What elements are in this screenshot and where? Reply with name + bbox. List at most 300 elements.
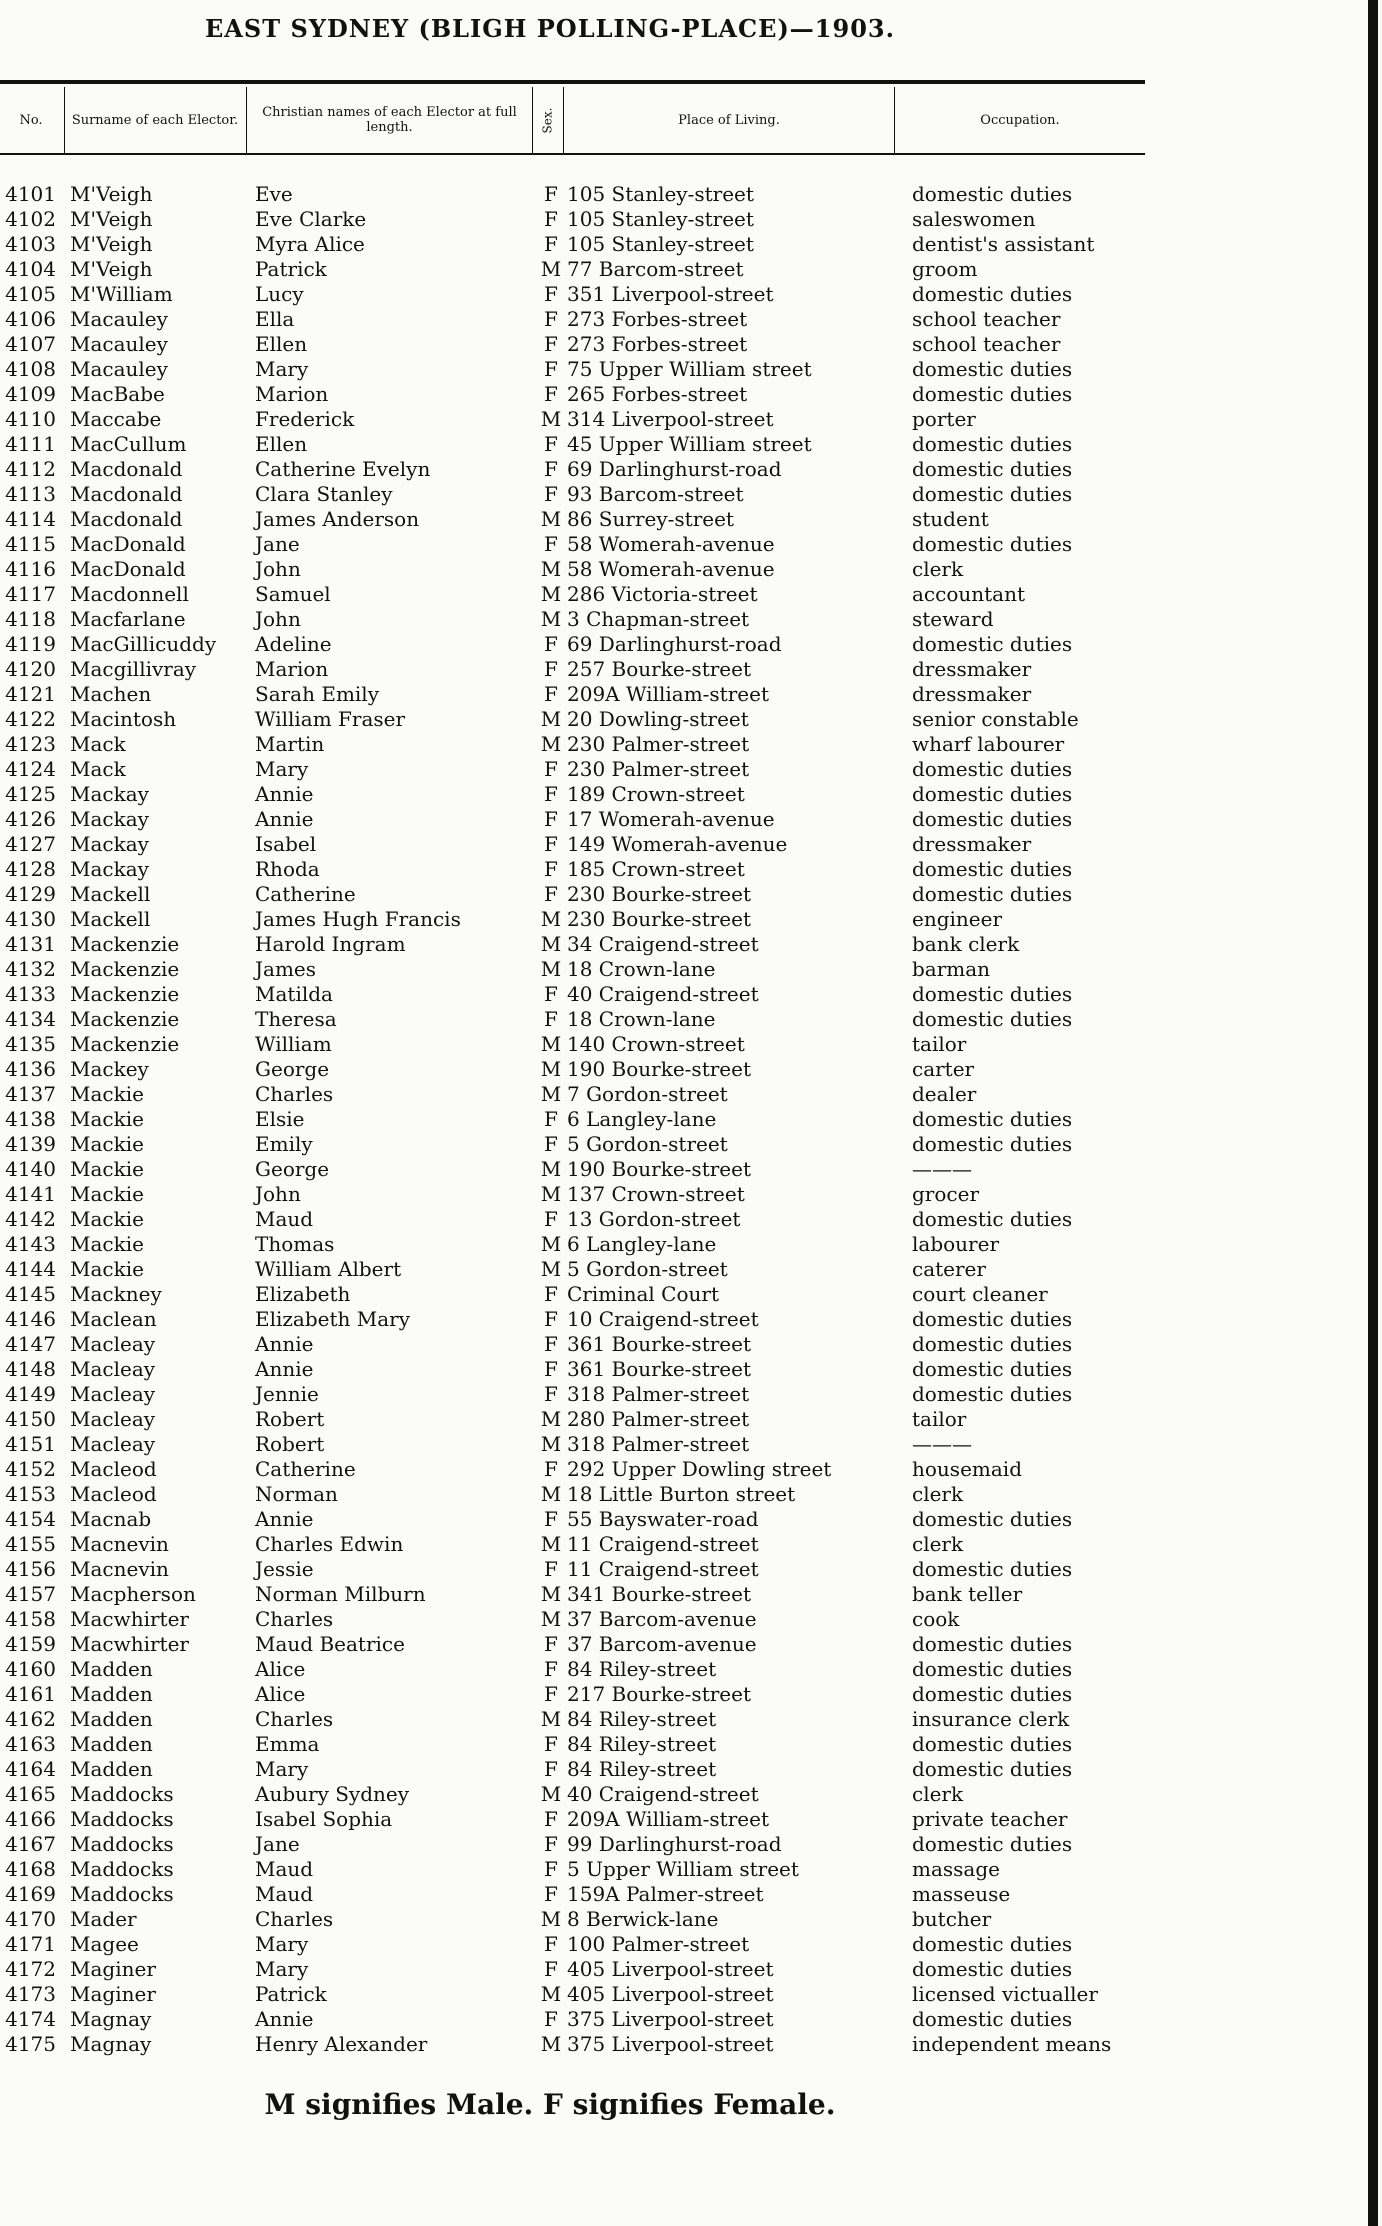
place-of-living: 86 Surrey-street — [567, 507, 734, 531]
place-of-living: 375 Liverpool-street — [567, 2032, 774, 2056]
place-of-living: 361 Bourke-street — [567, 1332, 751, 1356]
surname: Mackenzie — [70, 957, 180, 981]
place-of-living: 273 Forbes-street — [567, 332, 748, 356]
place-of-living: 140 Crown-street — [567, 1032, 745, 1056]
place-of-living: 84 Riley-street — [567, 1757, 717, 1781]
christian-names: Robert — [255, 1407, 325, 1431]
place-of-living: 286 Victoria-street — [567, 582, 758, 606]
surname: Mackenzie — [70, 982, 180, 1006]
christian-names: Sarah Emily — [255, 682, 380, 706]
elector-number: 4168 — [5, 1857, 56, 1881]
table-row — [0, 382, 1160, 407]
table-row — [0, 632, 1160, 657]
surname: Macauley — [70, 357, 168, 381]
surname: Macleod — [70, 1482, 157, 1506]
place-of-living: 11 Craigend-street — [567, 1532, 759, 1556]
christian-names: Jessie — [255, 1557, 314, 1581]
table-row — [0, 1682, 1160, 1707]
table-row — [0, 807, 1160, 832]
occupation: caterer — [912, 1257, 986, 1281]
christian-names: Ellen — [255, 432, 308, 456]
occupation: cook — [912, 1607, 960, 1631]
table-row — [0, 2007, 1160, 2032]
header-sex-label: Sex. — [540, 107, 555, 133]
sex: M — [540, 1182, 562, 1206]
occupation: saleswomen — [912, 207, 1036, 231]
christian-names: Emma — [255, 1732, 320, 1756]
place-of-living: 100 Palmer-street — [567, 1932, 750, 1956]
occupation: senior constable — [912, 707, 1079, 731]
sex: M — [540, 957, 562, 981]
sex: M — [540, 1582, 562, 1606]
elector-number: 4158 — [5, 1607, 56, 1631]
table-row — [0, 407, 1160, 432]
table-row — [0, 1707, 1160, 1732]
christian-names: Charles — [255, 1907, 334, 1931]
occupation: domestic duties — [912, 1132, 1073, 1156]
occupation: licensed victualler — [912, 1982, 1098, 2006]
elector-number: 4146 — [5, 1307, 56, 1331]
table-row — [0, 557, 1160, 582]
place-of-living: 137 Crown-street — [567, 1182, 745, 1206]
christian-names: Theresa — [255, 1007, 337, 1031]
christian-names: Charles — [255, 1082, 334, 1106]
christian-names: Norman Milburn — [255, 1582, 426, 1606]
sex: F — [544, 1957, 558, 1981]
occupation: domestic duties — [912, 1307, 1073, 1331]
occupation: massage — [912, 1857, 1000, 1881]
place-of-living: 75 Upper William street — [567, 357, 812, 381]
elector-number: 4129 — [5, 882, 56, 906]
elector-number: 4174 — [5, 2007, 56, 2031]
occupation: domestic duties — [912, 782, 1073, 806]
surname: Mackell — [70, 882, 151, 906]
christian-names: Martin — [255, 732, 325, 756]
occupation: bank teller — [912, 1582, 1023, 1606]
occupation: domestic duties — [912, 1557, 1073, 1581]
occupation: clerk — [912, 557, 964, 581]
sex: M — [540, 582, 562, 606]
place-of-living: 292 Upper Dowling street — [567, 1457, 832, 1481]
elector-number: 4124 — [5, 757, 56, 781]
sex: F — [544, 1807, 558, 1831]
place-of-living: 405 Liverpool-street — [567, 1957, 774, 1981]
elector-number: 4104 — [5, 257, 56, 281]
occupation: domestic duties — [912, 1957, 1073, 1981]
surname: M'Veigh — [70, 232, 153, 256]
elector-number: 4144 — [5, 1257, 56, 1281]
place-of-living: Criminal Court — [567, 1282, 720, 1306]
surname: Mackenzie — [70, 932, 180, 956]
elector-number: 4167 — [5, 1832, 56, 1856]
christian-names: Norman — [255, 1482, 338, 1506]
elector-number: 4169 — [5, 1882, 56, 1906]
sex: F — [544, 1557, 558, 1581]
sex: F — [544, 857, 558, 881]
elector-number: 4151 — [5, 1432, 56, 1456]
surname: Mackenzie — [70, 1032, 180, 1056]
christian-names: Jane — [255, 1832, 300, 1856]
elector-number: 4105 — [5, 282, 56, 306]
surname: Macauley — [70, 307, 168, 331]
elector-number: 4117 — [5, 582, 56, 606]
christian-names: Alice — [255, 1682, 306, 1706]
sex: F — [544, 1632, 558, 1656]
surname: Magee — [70, 1932, 139, 1956]
sex: F — [544, 1357, 558, 1381]
place-of-living: 18 Crown-lane — [567, 957, 716, 981]
occupation: domestic duties — [912, 1382, 1073, 1406]
christian-names: Maud Beatrice — [255, 1632, 405, 1656]
surname: Magnay — [70, 2007, 152, 2031]
christian-names: Maud — [255, 1857, 314, 1881]
surname: Mackie — [70, 1107, 144, 1131]
christian-names: Annie — [255, 807, 314, 831]
occupation: student — [912, 507, 989, 531]
christian-names: Elizabeth — [255, 1282, 351, 1306]
table-row — [0, 1057, 1160, 1082]
occupation: dressmaker — [912, 832, 1032, 856]
sex: M — [540, 1157, 562, 1181]
table-row — [0, 1007, 1160, 1032]
sex: F — [544, 682, 558, 706]
sex: M — [540, 1707, 562, 1731]
place-of-living: 265 Forbes-street — [567, 382, 748, 406]
surname: Mackie — [70, 1157, 144, 1181]
table-row — [0, 1257, 1160, 1282]
place-of-living: 105 Stanley-street — [567, 182, 754, 206]
occupation: domestic duties — [912, 182, 1073, 206]
surname: Macleay — [70, 1357, 156, 1381]
elector-number: 4119 — [5, 632, 56, 656]
occupation: domestic duties — [912, 457, 1073, 481]
christian-names: Alice — [255, 1657, 306, 1681]
elector-number: 4118 — [5, 607, 56, 631]
occupation: domestic duties — [912, 1357, 1073, 1381]
surname: Maginer — [70, 1982, 156, 2006]
table-row — [0, 732, 1160, 757]
surname: Magnay — [70, 2032, 152, 2056]
sex: F — [544, 532, 558, 556]
sex: M — [540, 1532, 562, 1556]
christian-names: Elsie — [255, 1107, 305, 1131]
surname: Mack — [70, 757, 126, 781]
christian-names: Marion — [255, 657, 329, 681]
surname: Maginer — [70, 1957, 156, 1981]
surname: Macnevin — [70, 1557, 169, 1581]
place-of-living: 190 Bourke-street — [567, 1057, 751, 1081]
surname: M'Veigh — [70, 207, 153, 231]
sex: F — [544, 1107, 558, 1131]
place-of-living: 209A William-street — [567, 1807, 769, 1831]
elector-number: 4102 — [5, 207, 56, 231]
sex: F — [544, 1657, 558, 1681]
elector-number: 4145 — [5, 1282, 56, 1306]
table-row — [0, 332, 1160, 357]
place-of-living: 17 Womerah-avenue — [567, 807, 775, 831]
occupation: domestic duties — [912, 1657, 1073, 1681]
elector-number: 4103 — [5, 232, 56, 256]
table-row — [0, 1082, 1160, 1107]
elector-number: 4150 — [5, 1407, 56, 1431]
table-row — [0, 207, 1160, 232]
elector-number: 4130 — [5, 907, 56, 931]
elector-number: 4107 — [5, 332, 56, 356]
place-of-living: 230 Palmer-street — [567, 757, 750, 781]
sex: M — [540, 1607, 562, 1631]
elector-number: 4143 — [5, 1232, 56, 1256]
elector-list — [0, 182, 1160, 2057]
occupation: steward — [912, 607, 994, 631]
occupation: dentist's assistant — [912, 232, 1095, 256]
surname: Macleay — [70, 1332, 156, 1356]
place-of-living: 45 Upper William street — [567, 432, 812, 456]
christian-names: Isabel Sophia — [255, 1807, 393, 1831]
surname: Maddocks — [70, 1782, 174, 1806]
surname: Mackay — [70, 857, 149, 881]
sex: F — [544, 432, 558, 456]
place-of-living: 13 Gordon-street — [567, 1207, 741, 1231]
surname: Maddocks — [70, 1832, 174, 1856]
christian-names: Frederick — [255, 407, 355, 431]
sex: M — [540, 1232, 562, 1256]
sex: M — [540, 1432, 562, 1456]
occupation: school teacher — [912, 307, 1061, 331]
surname: Madden — [70, 1682, 153, 1706]
occupation: domestic duties — [912, 982, 1073, 1006]
table-row — [0, 1307, 1160, 1332]
elector-number: 4122 — [5, 707, 56, 731]
occupation: clerk — [912, 1782, 964, 1806]
occupation: labourer — [912, 1232, 1000, 1256]
christian-names: Maud — [255, 1207, 314, 1231]
surname: Maddocks — [70, 1882, 174, 1906]
surname: Mackie — [70, 1207, 144, 1231]
table-row — [0, 282, 1160, 307]
occupation: domestic duties — [912, 1207, 1073, 1231]
christian-names: George — [255, 1157, 330, 1181]
surname: Maddocks — [70, 1857, 174, 1881]
table-row — [0, 1807, 1160, 1832]
surname: Macleay — [70, 1382, 156, 1406]
place-of-living: 37 Barcom-avenue — [567, 1632, 757, 1656]
elector-number: 4171 — [5, 1932, 56, 1956]
surname: M'Veigh — [70, 182, 153, 206]
elector-number: 4162 — [5, 1707, 56, 1731]
elector-number: 4137 — [5, 1082, 56, 1106]
christian-names: Isabel — [255, 832, 317, 856]
sex: F — [544, 1282, 558, 1306]
table-row — [0, 357, 1160, 382]
surname: MacGillicuddy — [70, 632, 217, 656]
surname: Machen — [70, 682, 152, 706]
surname: Macdonald — [70, 507, 183, 531]
sex: F — [544, 882, 558, 906]
christian-names: Ella — [255, 307, 295, 331]
christian-names: Annie — [255, 1332, 314, 1356]
sex: F — [544, 757, 558, 781]
sex: F — [544, 307, 558, 331]
surname: Macwhirter — [70, 1632, 189, 1656]
christian-names: Marion — [255, 382, 329, 406]
occupation: domestic duties — [912, 1932, 1073, 1956]
occupation: barman — [912, 957, 991, 981]
table-row — [0, 1957, 1160, 1982]
place-of-living: 189 Crown-street — [567, 782, 745, 806]
sex: F — [544, 1832, 558, 1856]
occupation: masseuse — [912, 1882, 1011, 1906]
elector-number: 4165 — [5, 1782, 56, 1806]
christian-names: Charles — [255, 1707, 334, 1731]
table-row — [0, 1532, 1160, 1557]
table-row — [0, 582, 1160, 607]
christian-names: Annie — [255, 782, 314, 806]
place-of-living: 217 Bourke-street — [567, 1682, 751, 1706]
occupation: wharf labourer — [912, 732, 1065, 756]
place-of-living: 273 Forbes-street — [567, 307, 748, 331]
occupation: porter — [912, 407, 976, 431]
table-row — [0, 232, 1160, 257]
place-of-living: 18 Crown-lane — [567, 1007, 716, 1031]
sex: M — [540, 1407, 562, 1431]
sex: M — [540, 407, 562, 431]
header-no: No. — [19, 112, 43, 128]
sex: M — [540, 1057, 562, 1081]
place-of-living: 6 Langley-lane — [567, 1107, 717, 1131]
christian-names: Clara Stanley — [255, 482, 393, 506]
elector-number: 4131 — [5, 932, 56, 956]
elector-number: 4141 — [5, 1182, 56, 1206]
elector-number: 4161 — [5, 1682, 56, 1706]
occupation: domestic duties — [912, 1332, 1073, 1356]
elector-number: 4139 — [5, 1132, 56, 1156]
sex: F — [544, 332, 558, 356]
page-title: EAST SYDNEY (BLIGH POLLING-PLACE)—1903. — [205, 14, 895, 43]
elector-number: 4138 — [5, 1107, 56, 1131]
sex: F — [544, 1932, 558, 1956]
occupation: domestic duties — [912, 357, 1073, 381]
surname: Mackay — [70, 782, 149, 806]
header-christian-names: Christian names of each Elector at full length. — [262, 105, 517, 135]
christian-names: Annie — [255, 2007, 314, 2031]
occupation: domestic duties — [912, 432, 1073, 456]
christian-names: Mary — [255, 1957, 309, 1981]
place-of-living: 84 Riley-street — [567, 1732, 717, 1756]
sex: M — [540, 1082, 562, 1106]
place-of-living: 40 Craigend-street — [567, 1782, 759, 1806]
table-row — [0, 307, 1160, 332]
surname: Mackell — [70, 907, 151, 931]
elector-number: 4175 — [5, 2032, 56, 2056]
surname: Mackie — [70, 1257, 144, 1281]
surname: Maccabe — [70, 407, 162, 431]
christian-names: Eve — [255, 182, 293, 206]
table-row — [0, 1432, 1160, 1457]
occupation: bank clerk — [912, 932, 1020, 956]
page-edge-border — [1368, 0, 1378, 2226]
sex: F — [544, 657, 558, 681]
surname: M'Veigh — [70, 257, 153, 281]
christian-names: Mary — [255, 1757, 309, 1781]
occupation: domestic duties — [912, 1832, 1073, 1856]
table-row — [0, 1382, 1160, 1407]
sex: F — [544, 1882, 558, 1906]
christian-names: Catherine — [255, 1457, 356, 1481]
christian-names: John — [255, 557, 301, 581]
surname: Mackie — [70, 1132, 144, 1156]
occupation: tailor — [912, 1032, 967, 1056]
sex: F — [544, 632, 558, 656]
place-of-living: 69 Darlinghurst-road — [567, 457, 782, 481]
surname: Macpherson — [70, 1582, 196, 1606]
occupation: domestic duties — [912, 1507, 1073, 1531]
occupation: butcher — [912, 1907, 992, 1931]
occupation: domestic duties — [912, 482, 1073, 506]
table-row — [0, 857, 1160, 882]
place-of-living: 99 Darlinghurst-road — [567, 1832, 782, 1856]
elector-number: 4154 — [5, 1507, 56, 1531]
surname: Madden — [70, 1732, 153, 1756]
occupation: accountant — [912, 582, 1026, 606]
table-row — [0, 1582, 1160, 1607]
table-row — [0, 1132, 1160, 1157]
place-of-living: 209A William-street — [567, 682, 769, 706]
table-row — [0, 482, 1160, 507]
occupation: domestic duties — [912, 1107, 1073, 1131]
occupation: domestic duties — [912, 807, 1073, 831]
table-row — [0, 607, 1160, 632]
table-row — [0, 1207, 1160, 1232]
elector-number: 4120 — [5, 657, 56, 681]
christian-names: Thomas — [255, 1232, 335, 1256]
surname: M'William — [70, 282, 173, 306]
elector-number: 4170 — [5, 1907, 56, 1931]
table-row — [0, 1632, 1160, 1657]
christian-names: Jane — [255, 532, 300, 556]
table-row — [0, 1982, 1160, 2007]
christian-names: Patrick — [255, 257, 327, 281]
surname: Macauley — [70, 332, 168, 356]
sex: F — [544, 1857, 558, 1881]
table-row — [0, 1907, 1160, 1932]
table-row — [0, 1932, 1160, 1957]
table-row — [0, 1607, 1160, 1632]
christian-names: Robert — [255, 1432, 325, 1456]
christian-names: Rhoda — [255, 857, 320, 881]
table-row — [0, 957, 1160, 982]
place-of-living: 10 Craigend-street — [567, 1307, 759, 1331]
elector-number: 4136 — [5, 1057, 56, 1081]
christian-names: George — [255, 1057, 330, 1081]
sex: F — [544, 382, 558, 406]
place-of-living: 7 Gordon-street — [567, 1082, 728, 1106]
surname: MacCullum — [70, 432, 187, 456]
occupation: domestic duties — [912, 882, 1073, 906]
sex: F — [544, 1132, 558, 1156]
surname: Madden — [70, 1657, 153, 1681]
sex: F — [544, 482, 558, 506]
elector-number: 4147 — [5, 1332, 56, 1356]
table-row — [0, 457, 1160, 482]
elector-number: 4155 — [5, 1532, 56, 1556]
sex: M — [540, 1482, 562, 1506]
place-of-living: 11 Craigend-street — [567, 1557, 759, 1581]
elector-number: 4123 — [5, 732, 56, 756]
surname: Macnevin — [70, 1532, 169, 1556]
table-row — [0, 1882, 1160, 1907]
surname: MacBabe — [70, 382, 165, 406]
place-of-living: 149 Womerah-avenue — [567, 832, 788, 856]
